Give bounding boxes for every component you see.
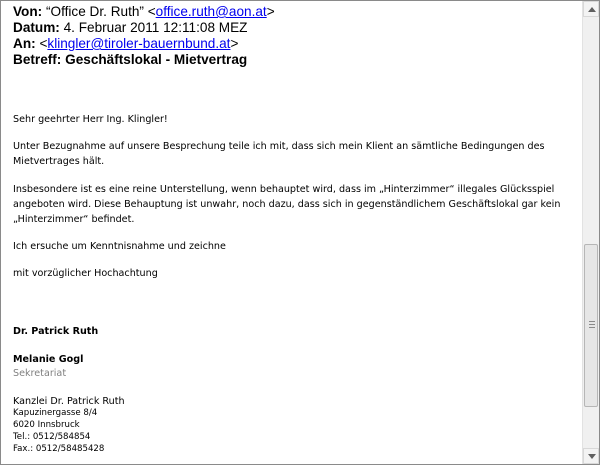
from-email-link[interactable]: office.ruth@aon.at — [155, 4, 267, 19]
paragraph-1: Unter Bezugnahme auf unsere Besprechung teile ich mit, dass sich mein Klient an sämtliche Bedingungen des Mietvertrages hält. — [13, 141, 545, 167]
to-label: An: — [13, 36, 36, 51]
from-bracket: > — [266, 4, 275, 19]
firm-city: 6020 Innsbruck — [13, 420, 80, 430]
signature-name: Dr. Patrick Ruth — [13, 326, 99, 337]
closing: mit vorzüglicher Hochachtung — [13, 268, 158, 279]
date-label: Datum: — [13, 20, 60, 35]
date-line — [13, 20, 247, 36]
assistant-name: Melanie Gogl — [13, 354, 84, 365]
date-value: 4. Februar 2011 12:11:08 MEZ — [63, 20, 248, 35]
firm-phone: Tel.: 0512/584854 — [13, 432, 91, 442]
firm-street: Kapuzinergasse 8/4 — [13, 408, 98, 418]
arrow-down-icon — [588, 454, 596, 459]
subject-label: Betreff: — [13, 52, 62, 67]
subject-value: Geschäftslokal - Mietvertrag — [65, 52, 248, 67]
scroll-up-button[interactable] — [583, 1, 599, 17]
paragraph-3: Ich ersuche um Kenntnisnahme und zeichne — [13, 241, 226, 252]
vertical-scrollbar[interactable] — [582, 1, 599, 464]
assistant-role: Sekretariat — [13, 368, 67, 379]
from-name: “Office Dr. Ruth” < — [45, 4, 156, 19]
subject-line — [13, 52, 247, 68]
email-content-pane — [1, 1, 582, 464]
to-email-link[interactable]: klingler@tiroler-bauernbund.at — [47, 36, 231, 51]
scroll-down-button[interactable] — [583, 448, 599, 464]
to-close-bracket: > — [230, 36, 239, 51]
paragraph-2: Insbesondere ist es eine reine Unterstellung, wenn behauptet wird, dass im „Hinterzimmer“ illegales Glücksspiel angeboten wird. Diese Behauptung ist unwahr, noch dazu, dass sich in gegenständlichem Geschäftslokal gar kein „Hinterzimmer“ befindet. — [13, 184, 561, 225]
to-line — [13, 36, 238, 52]
scrollbar-thumb[interactable] — [584, 244, 598, 407]
greeting: Sehr geehrter Herr Ing. Klingler! — [13, 114, 168, 125]
from-label: Von: — [13, 4, 43, 19]
from-line — [13, 4, 275, 20]
firm-fax: Fax.: 0512/58485428 — [13, 444, 105, 454]
firm-name: Kanzlei Dr. Patrick Ruth — [13, 396, 125, 407]
to-open-bracket: < — [39, 36, 48, 51]
arrow-up-icon — [588, 7, 596, 12]
grip-icon — [589, 321, 595, 328]
